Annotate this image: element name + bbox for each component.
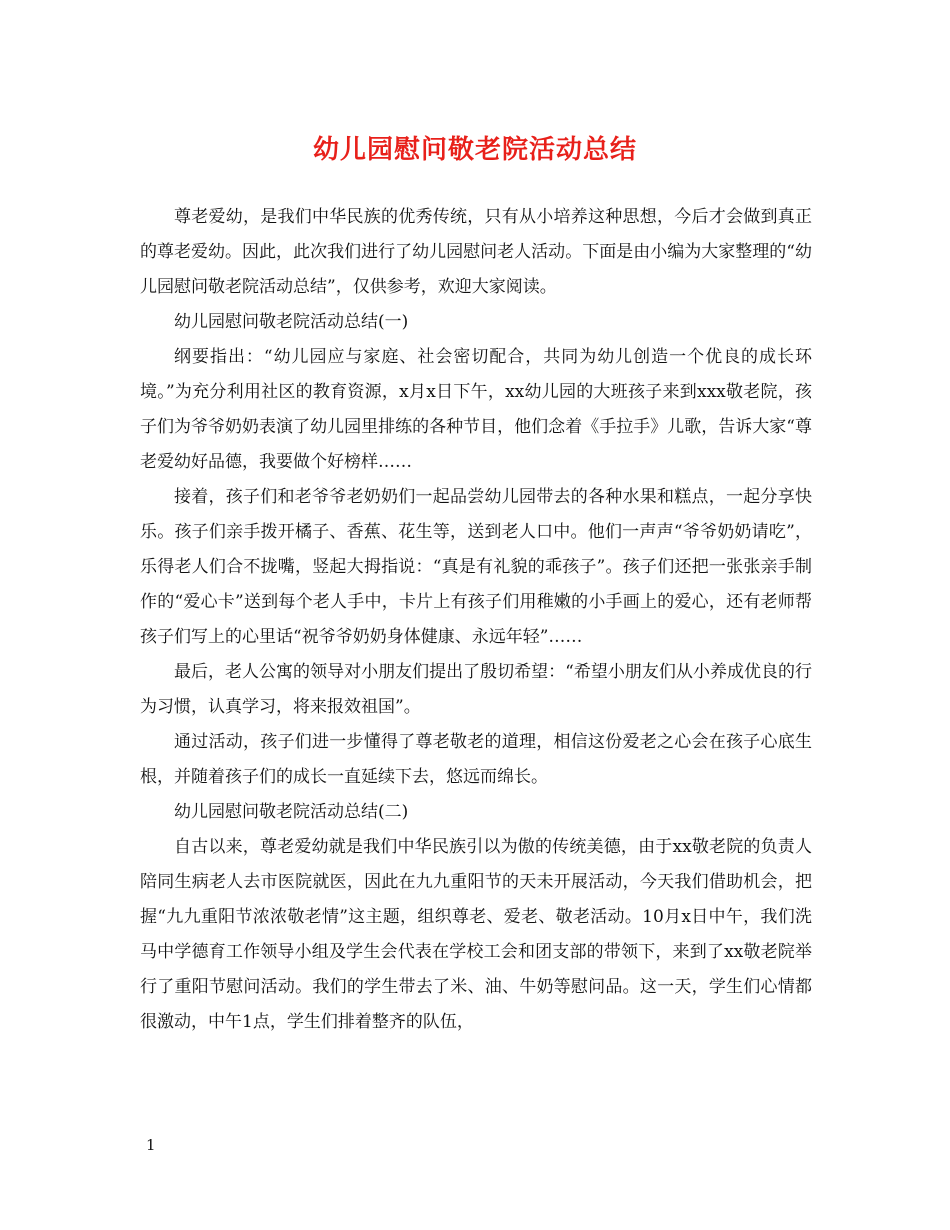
document-body bbox=[140, 200, 812, 1040]
paragraph-sharing: 接着，孩子们和老爷爷老奶奶们一起品尝幼儿园带去的各种水果和糕点，一起分享快乐。孩子们亲手拨开橘子、香蕉、花生等，送到老人口中。他们一声声“爷爷奶奶请吃”，乐得老人们合不拢嘴，竖起大拇指说：“真是有礼貌的乖孩子”。孩子们还把一张张亲手制作的“爱心卡”送到每个老人手中，卡片上有孩子们用稚嫩的小手画上的爱心，还有老师帮孩子们写上的心里话“祝爷爷奶奶身体健康、永远年轻”…… bbox=[140, 487, 812, 647]
paragraph-hope: 最后，老人公寓的领导对小朋友们提出了殷切希望：“希望小朋友们从小养成优良的行为习惯，认真学习，将来报效祖国”。 bbox=[140, 662, 812, 717]
paragraph-conclusion: 通过活动，孩子们进一步懂得了尊老敬老的道理，相信这份爱老之心会在孩子心底生根，并随着孩子们的成长一直延续下去，悠远而绵长。 bbox=[140, 732, 812, 787]
paragraph-intro: 尊老爱幼，是我们中华民族的优秀传统，只有从小培养这种思想，今后才会做到真正的尊老爱幼。因此，此次我们进行了幼儿园慰问老人活动。下面是由小编为大家整理的“幼儿园慰问敬老院活动总结”，仅供参考，欢迎大家阅读。 bbox=[140, 207, 812, 297]
page-number: 1 bbox=[146, 1136, 156, 1154]
section-heading-1: 幼儿园慰问敬老院活动总结(一) bbox=[174, 312, 409, 332]
document-title: 幼儿园慰问敬老院活动总结 bbox=[312, 135, 637, 165]
paragraph-outline: 纲要指出：“幼儿园应与家庭、社会密切配合，共同为幼儿创造一个优良的成长环境。”为充分利用社区的教育资源，x月x日下午，xx幼儿园的大班孩子来到xxx敬老院，孩子们为爷爷奶奶表演了幼儿园里排练的各种节目，他们念着《手拉手》儿歌，告诉大家“尊老爱幼好品德，我要做个好榜样…… bbox=[140, 347, 812, 472]
section-heading-2: 幼儿园慰问敬老院活动总结(二) bbox=[174, 802, 409, 822]
paragraph-tradition: 自古以来，尊老爱幼就是我们中华民族引以为傲的传统美德，由于xx敬老院的负责人陪同生病老人去市医院就医，因此在九九重阳节的天未开展活动，今天我们借助机会，把握“九九重阳节浓浓敬老情”这主题，组织尊老、爱老、敬老活动。10月x日中午，我们洗马中学德育工作领导小组及学生会代表在学校工会和团支部的带领下，来到了xx敬老院举行了重阳节慰问活动。我们的学生带去了米、油、牛奶等慰问品。这一天，学生们心情都很激动，中午1点，学生们排着整齐的队伍， bbox=[140, 837, 812, 1032]
